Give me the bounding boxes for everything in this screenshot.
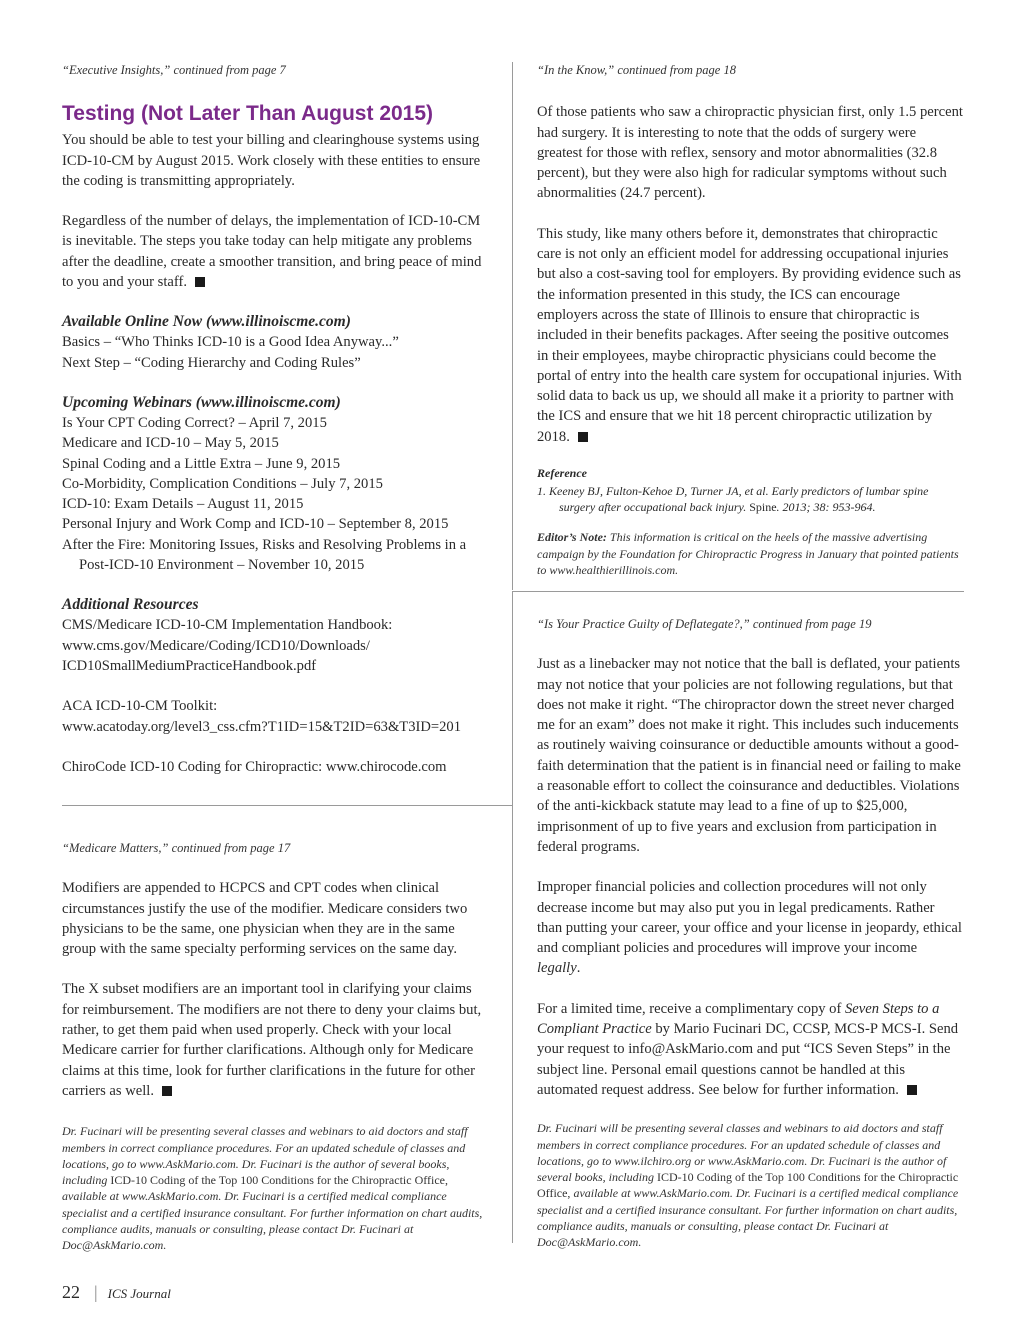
paragraph: Modifiers are appended to HCPCS and CPT codes when clinical circumstances justify the use of the modifier. Medicare considers two physicians to be the same, one physician when they are in the same group with the same specialty performing services on the same day. — [62, 880, 468, 958]
end-of-story-icon — [578, 432, 588, 442]
continued-line: “Medicare Matters,” continued from page 17 — [62, 841, 291, 855]
section-heading: Testing (Not Later Than August 2015) — [62, 102, 434, 126]
paragraph: You should be able to test your billing and clearinghouse systems using ICD-10-CM by August 2015. Work closely with these entities to ensure the coding is transmitting appropriately. — [62, 132, 481, 189]
paragraph: Just as a linebacker may not notice that the ball is deflated, your patients may not notice that your policies are not following regulations, but that does not make it right. “The chiropractor down the street never charged me for an exam” does not make it right. This includes such inducements as routinely waiving coinsurance or deductible amounts without a good-faith determination that the patient is in financial need or failing to make a reasonable effort to collect the coinsurance and deductibles. Violations of the anti-kickback statute may lead to a fine of up to $25,000, imprisonment of up to five years and exclusion from participation in federal programs. — [537, 656, 961, 855]
list-item: Is Your CPT Coding Correct? – April 7, 2015 — [62, 414, 327, 431]
end-of-story-icon — [162, 1086, 172, 1096]
webinars-heading: Upcoming Webinars (www.illinoiscme.com) — [62, 393, 341, 411]
continued-line: “In the Know,” continued from page 18 — [537, 63, 736, 77]
paragraph: For a limited time, receive a complimentary copy of Seven Steps to a Compliant Practice by Mario Fucinari DC, CCSP, MCS-P MCS-I. Send your request to info@AskMario.com and put “ICS Seven Steps” in the subject line. Personal email questions cannot be handled at this automated request address. See below for further information. — [537, 1000, 959, 1098]
resources-heading: Additional Resources — [62, 596, 199, 614]
paragraph: Improper financial policies and collection procedures will not only decrease income but may also put you in legal predicaments. Rather than putting your career, your office and your license in jeopardy, ethical and compliant policies and procedures will improve your income legally. — [537, 879, 962, 977]
paragraph: This study, like many others before it, demonstrates that chiropractic care is not only an efficient model for addressing occupational injuries but also a cost-saving tool for employers. By providing evidence such as the information presented in this study, the ICS can encourage employers across the state of Illinois to ensure that chiropractic is included in their benefits packages. After seeing the positive outcomes in their employees, maybe chiropractic physicians could become the portal of entry into the health care system for occupational injuries. With solid data to back us up, we should all make it a priority to partner with the ICS and ensure that we hit 18 percent chiropractic utilization by 2018. — [537, 225, 962, 445]
continued-line: “Is Your Practice Guilty of Deflategate?,” continued from page 19 — [537, 617, 872, 631]
reference-heading: Reference — [537, 466, 587, 481]
rule-left-mid — [62, 805, 513, 806]
resource-line: ChiroCode ICD-10 Coding for Chiropractic: www.chirocode.com — [62, 758, 447, 775]
list-item: Personal Injury and Work Comp and ICD-10 – September 8, 2015 — [62, 516, 449, 533]
reference-entry: 1. Keeney BJ, Fulton-Kehoe D, Turner JA, et al. Early predictors of lumbar spine surgery after occupational back injury. Spine. 2013; 38: 953-964. — [537, 484, 929, 515]
resource-link: ICD10SmallMediumPracticeHandbook.pdf — [62, 657, 317, 674]
list-item: ICD-10: Exam Details – August 11, 2015 — [62, 496, 304, 513]
right-bottom-article — [537, 614, 963, 1251]
list-item: Medicare and ICD-10 – May 5, 2015 — [62, 435, 279, 452]
list-item: Basics – “Who Thinks ICD-10 is a Good Idea Anyway...” — [62, 334, 399, 351]
footer-separator: | — [94, 1282, 98, 1302]
paragraph: The X subset modifiers are an important tool in clarifying your claims for reimbursement. The modifiers are not there to deny your claims but, rather, to get them paid when used properly. Check with your local Medicare carrier for further clarifications. Although only for Medicare claims at this time, look for further clarifications in the future for other carriers as well. — [62, 981, 482, 1099]
editor-note: Editor’s Note: This information is critical on the heels of the massive advertising campaign by the Foundation for Chiropractic Progress in January that pointed patients to www.healthierillinois.com. — [537, 530, 959, 577]
list-item: Spinal Coding and a Little Extra – June 9, 2015 — [62, 455, 341, 472]
list-item: Next Step – “Coding Hierarchy and Coding Rules” — [62, 354, 361, 371]
author-note: Dr. Fucinari will be presenting several classes and webinars to aid doctors and staff members in correct compliance procedures. For an updated schedule of classes and locations, go to www.AskMario.com. Dr. Fucinari is the author of several books, including ICD-10 Coding of the Top 100 Conditions for the Chiropractic Office, available at www.AskMario.com. Dr. Fucinari is a certified medical compliance specialist and a certified insurance consultant. For further information on chart audits, compliance audits, manuals or consulting, please contact Dr. Fucinari at Doc@AskMario.com. — [62, 1124, 483, 1253]
left-top-article — [62, 60, 484, 777]
list-item: Co-Morbidity, Complication Conditions – July 7, 2015 — [62, 475, 383, 492]
rule-right-upper — [512, 591, 964, 592]
list-item: After the Fire: Monitoring Issues, Risks and Resolving Problems in a Post-ICD-10 Environment – November 10, 2015 — [62, 536, 467, 574]
available-heading: Available Online Now (www.illinoiscme.com) — [62, 313, 351, 331]
page-number: 22 — [62, 1282, 80, 1302]
paragraph: Of those patients who saw a chiropractic physician first, only 1.5 percent had surgery. It is interesting to note that the odds of surgery were greatest for those with reflex, sensory and motor abnormalities (32.8 percent), but they were also high for radicular symptoms without such abnormalities (24.7 percent). — [537, 104, 963, 202]
column-divider-lower — [512, 591, 513, 1243]
end-of-story-icon — [195, 277, 205, 287]
author-note: Dr. Fucinari will be presenting several classes and webinars to aid doctors and staff members in correct compliance procedures. For an updated schedule of classes and locations, go to www.ilchiro.org or www.AskMario.com. Dr. Fucinari is the author of several books, including ICD-10 Coding of the Top 100 Conditions for the Chiropractic Office, available at www.AskMario.com. Dr. Fucinari is a certified medical compliance specialist and a certified insurance consultant. For further information on chart audits, compliance audits, manuals or consulting, please contact Dr. Fucinari at Doc@AskMario.com. — [537, 1121, 959, 1250]
paragraph: Regardless of the number of delays, the implementation of ICD-10-CM is inevitable. The steps you take today can help mitigate any problems after the deadline, create a smoother transition, and bring peace of mind to you and your staff. — [62, 213, 482, 291]
resource-link: www.cms.gov/Medicare/Coding/ICD10/Downloads/ — [62, 637, 370, 654]
end-of-story-icon — [907, 1085, 917, 1095]
journal-name: ICS Journal — [107, 1286, 171, 1301]
left-bottom-article — [62, 838, 484, 1254]
resource-line: CMS/Medicare ICD-10-CM Implementation Handbook: — [62, 617, 393, 634]
column-divider-upper — [512, 62, 513, 590]
page-footer — [62, 1282, 171, 1303]
resource-link: www.acatoday.org/level3_css.cfm?T1ID=15&T2ID=63&T3ID=201 — [62, 718, 462, 735]
resource-line: ACA ICD-10-CM Toolkit: — [62, 698, 218, 715]
right-top-article — [537, 60, 963, 578]
continued-line: “Executive Insights,” continued from page 7 — [62, 63, 286, 77]
